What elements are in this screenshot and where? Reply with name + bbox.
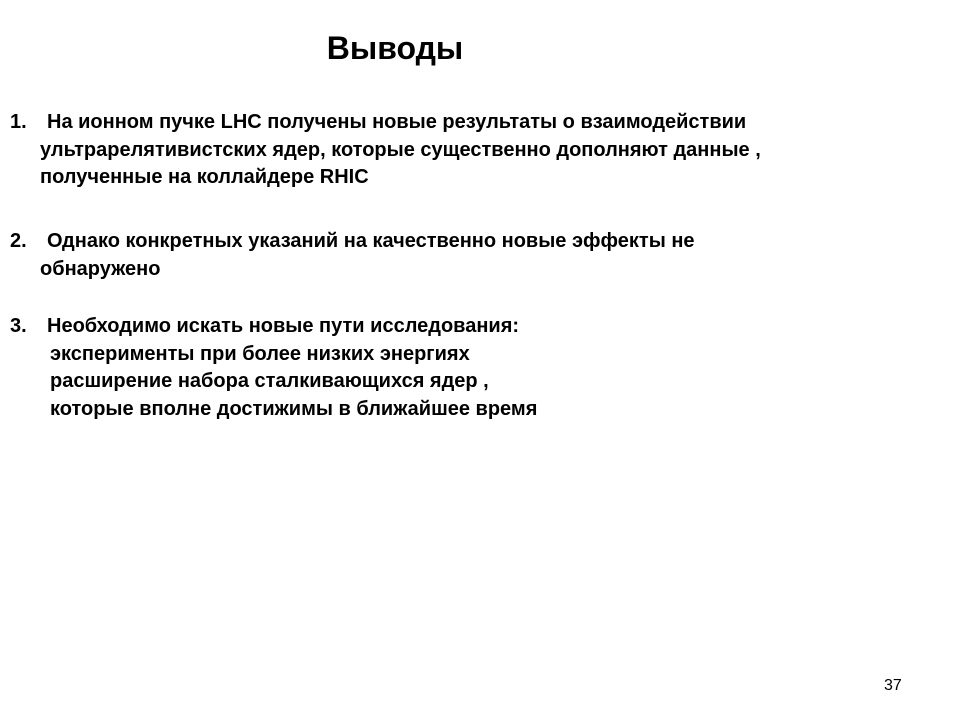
slide-title: Выводы — [326, 30, 464, 66]
conclusion-line — [10, 228, 930, 256]
conclusion-text: Необходимо искать новые пути исследования: — [47, 315, 520, 337]
conclusion-number: 1. — [10, 111, 27, 133]
conclusion-item-2 — [10, 228, 930, 283]
conclusion-sub-text: которые вполне достижимы в ближайшее время — [50, 397, 538, 420]
conclusion-text: Однако конкретных указаний на качественно новые эффекты не — [47, 230, 695, 252]
page-number: 37 — [884, 677, 902, 694]
conclusion-line — [10, 137, 930, 165]
conclusion-item-1 — [10, 109, 930, 192]
conclusion-sub-line — [10, 396, 930, 424]
conclusion-sub-text: расширение набора сталкивающихся ядер , — [50, 370, 489, 392]
conclusion-text: обнаружено — [40, 257, 161, 280]
conclusion-text: На ионном пучке LHC получены новые результаты о взаимодействии — [47, 111, 747, 133]
conclusion-line — [10, 256, 930, 284]
conclusion-text: полученные на коллайдере RHIC — [40, 166, 369, 188]
conclusion-sub-line — [10, 341, 930, 369]
conclusion-sub-line — [10, 368, 930, 396]
conclusion-number: 2. — [10, 230, 27, 252]
conclusion-item-3 — [10, 313, 930, 423]
conclusion-text: ультрарелятивистских ядер, которые существенно дополняют данные , — [40, 138, 761, 161]
conclusion-line — [10, 164, 930, 192]
conclusion-sub-text: эксперименты при более низких энергиях — [50, 342, 470, 365]
conclusion-line — [10, 313, 930, 341]
conclusion-number: 3. — [10, 315, 27, 337]
conclusion-line — [10, 109, 930, 137]
